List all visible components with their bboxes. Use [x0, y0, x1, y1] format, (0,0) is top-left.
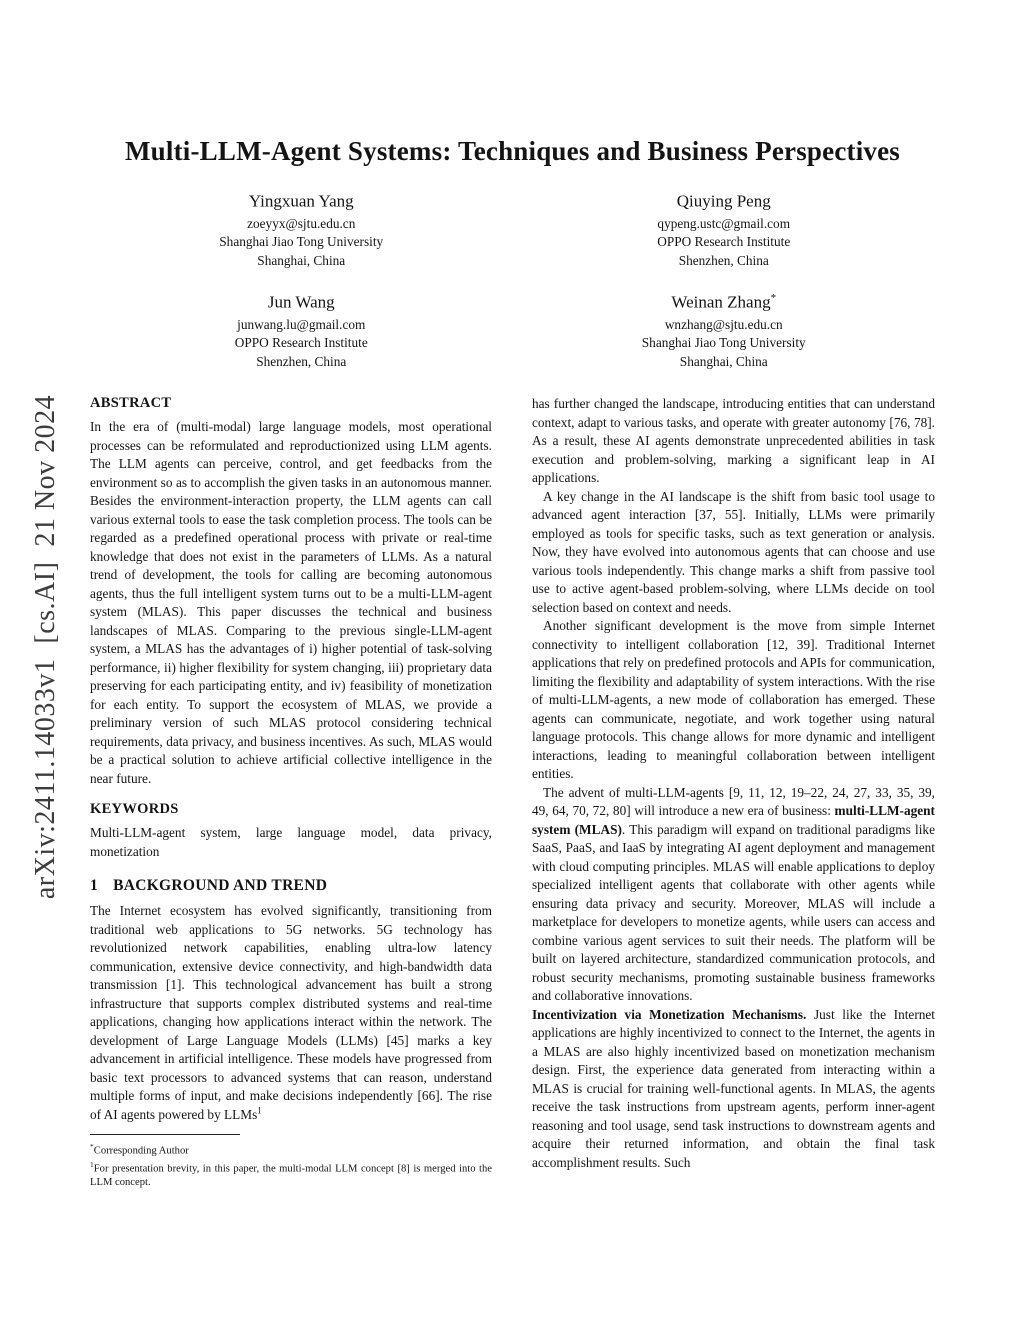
abstract-text: In the era of (multi-modal) large language models, most operational processes can be reformulated and reproductionized using LLM agents. The LLM agents can perceive, control, and get feedbacks from the environment so as to accomplish the given tasks in an autonomous manner. Besides the environment-interaction property, the LLM agents can call various external tools to ease the task completion process. The tools can be regarded as a predefined operational process with private or real-time knowledge that does not exist in the parameters of LLMs. As a natural trend of development, the tools for calling are becoming autonomous agents, thus the full intelligent system turns out to be a multi-LLM-agent system (MLAS). This paper discusses the technical and business landscapes of MLAS. Comparing to the previous single-LLM-agent system, a MLAS has the advantages of i) higher potential of task-solving performance, ii) higher flexibility for system changing, iii) proprietary data preserving for each participating entity, and iv) feasibility of monetization for each entity. To support the ecosystem of MLAS, we provide a preliminary version of such MLAS protocol considering technical requirements, data privacy, and business incentives. As such, MLAS would be a practical solution to achieve artificial collective intelligence in the near future.	[90, 419, 492, 786]
two-column-body	[90, 395, 935, 1190]
author-name-text: Weinan Zhang	[671, 292, 771, 312]
author-block-4	[513, 292, 936, 371]
author-location: Shenzhen, China	[678, 252, 769, 268]
author-grid	[90, 191, 935, 371]
paragraph-mlas-business: The advent of multi-LLM-agents [9, 11, 12, 19–22, 24, 27, 33, 35, 39, 49, 64, 70, 72, 80] will introduce a new era of business: multi-LLM-agent system (MLAS). This paradigm will expand on traditional paradigms like SaaS, PaaS, and IaaS by integrating AI agent deployment and management with cloud computing principles. MLAS will enable applications to deploy specialized intelligent agents that collaborate with other agents while ensuring data privacy and security. Moreover, MLAS will include a marketplace for developers to monetize agents, while users can access and combine various agent services to suit their needs. The platform will be built on layered architecture, standardized communication protocols, and robust security mechanisms, promoting sustainable business frameworks and collaborative innovations.	[532, 784, 935, 1004]
author-name	[513, 191, 936, 212]
arxiv-watermark: arXiv:2411.14033v1 [cs.AI] 21 Nov 2024	[30, 394, 61, 900]
author-name-text: Yingxuan Yang	[248, 191, 354, 211]
author-affiliation: OPPO Research Institute	[234, 335, 368, 351]
section-1-heading	[90, 877, 492, 895]
author-name	[513, 292, 936, 313]
author-affiliation: Shanghai Jiao Tong University	[219, 234, 384, 250]
abstract-heading: ABSTRACT	[90, 395, 172, 412]
footnote-corresponding-author: *Corresponding Author	[90, 1142, 189, 1157]
paper-title: Multi-LLM-Agent Systems: Techniques and Business Perspectives	[125, 136, 900, 166]
keywords-heading: KEYWORDS	[90, 801, 179, 818]
author-affiliation: OPPO Research Institute	[657, 234, 791, 250]
author-location: Shanghai, China	[257, 252, 346, 268]
left-column	[90, 395, 492, 1190]
paragraph-landscape: has further changed the landscape, introducing entities that can understand context, adapt to various tasks, and operate with greater autonomy [76, 78]. As a result, these AI agents demonstrate unprecedented abilities in task execution and problem-solving, marking a significant leap in AI applications.	[532, 396, 935, 486]
footnote-llm-concept: $^1$For presentation brevity, in this paper, the multi-modal LLM concept [8] is merged into the LLM concept.	[90, 1160, 492, 1189]
author-block-1	[90, 191, 513, 270]
author-location: Shenzhen, China	[256, 353, 347, 369]
author-email: zoeyyx@sjtu.edu.cn	[247, 215, 356, 231]
author-block-2	[513, 191, 936, 270]
author-email: wnzhang@sjtu.edu.cn	[664, 316, 783, 332]
paragraph-key-change: A key change in the AI landscape is the shift from basic tool usage to advanced agent interaction [37, 55]. Initially, LLMs were primarily employed as tools for specific tasks, such as text generation or analysis. Now, they have evolved into autonomous agents that can choose and use various tools independently. This change marks a shift from passive tool use to active agent-based problem-solving, where LLMs decide on tool selection based on context and needs.	[532, 488, 935, 615]
footnote-rule	[90, 1134, 240, 1135]
author-name-text: Jun Wang	[267, 292, 335, 312]
author-name	[90, 191, 513, 212]
paragraph-collaboration: Another significant development is the move from simple Internet connectivity to intelligent collaboration [12, 39]. Traditional Internet applications that rely on predefined protocols and APIs for communication, limiting the flexibility and adaptability of system interactions. With the rise of multi-LLM-agents, a new mode of collaboration has emerged. These agents can communicate, negotiate, and work together using natural language protocols. This change allows for more dynamic and intelligent interactions, leading to meaningful collaboration between intelligent entities.	[532, 618, 935, 782]
keywords-text: Multi-LLM-agent system, large language model, data privacy, monetization	[90, 825, 492, 859]
right-column	[532, 395, 935, 1190]
author-email: junwang.lu@gmail.com	[237, 316, 366, 332]
section-number: 1	[90, 877, 99, 895]
author-email: qypeng.ustc@gmail.com	[657, 215, 791, 231]
author-name-text: Qiuying Peng	[676, 191, 771, 211]
paragraph-incentivization: Incentivization via Monetization Mechanisms. Just like the Internet applications are highly incentivized to connect to the Internet, the agents in a MLAS are also highly incentivized based on monetization mechanism design. First, the experience data generated from interacting within a MLAS is crucial for training well-functional agents. In MLAS, the agents receive the task instructions from upstream agents, perform inner-agent reasoning and tool usage, send task instructions to downstream agents and acquire their returned information, and obtain the final task accomplishment results. Such	[532, 1006, 935, 1170]
author-block-3	[90, 292, 513, 371]
paper-content	[90, 0, 935, 1190]
author-name	[90, 292, 513, 313]
author-mark: *	[770, 292, 777, 305]
section-title: BACKGROUND AND TREND	[113, 877, 328, 895]
author-affiliation: Shanghai Jiao Tong University	[641, 335, 806, 351]
author-location: Shanghai, China	[679, 353, 768, 369]
section-1-paragraph: The Internet ecosystem has evolved significantly, transitioning from traditional web applications to 5G networks. 5G technology has revolutionized network capabilities, enabling ultra-low latency communication, extensive device connectivity, and high-bandwidth data transmission [1]. This technological advancement has built a strong infrastructure that supports complex distributed systems and real-time applications, changing how applications interact within the network. The development of Large Language Models (LLMs) [45] marks a key advancement in artificial intelligence. These models have progressed from basic text processors to advanced systems that can reason, understand multiple forms of input, and make decisions independently [66]. The rise of AI agents powered by LLMs$^1$	[90, 903, 492, 1122]
